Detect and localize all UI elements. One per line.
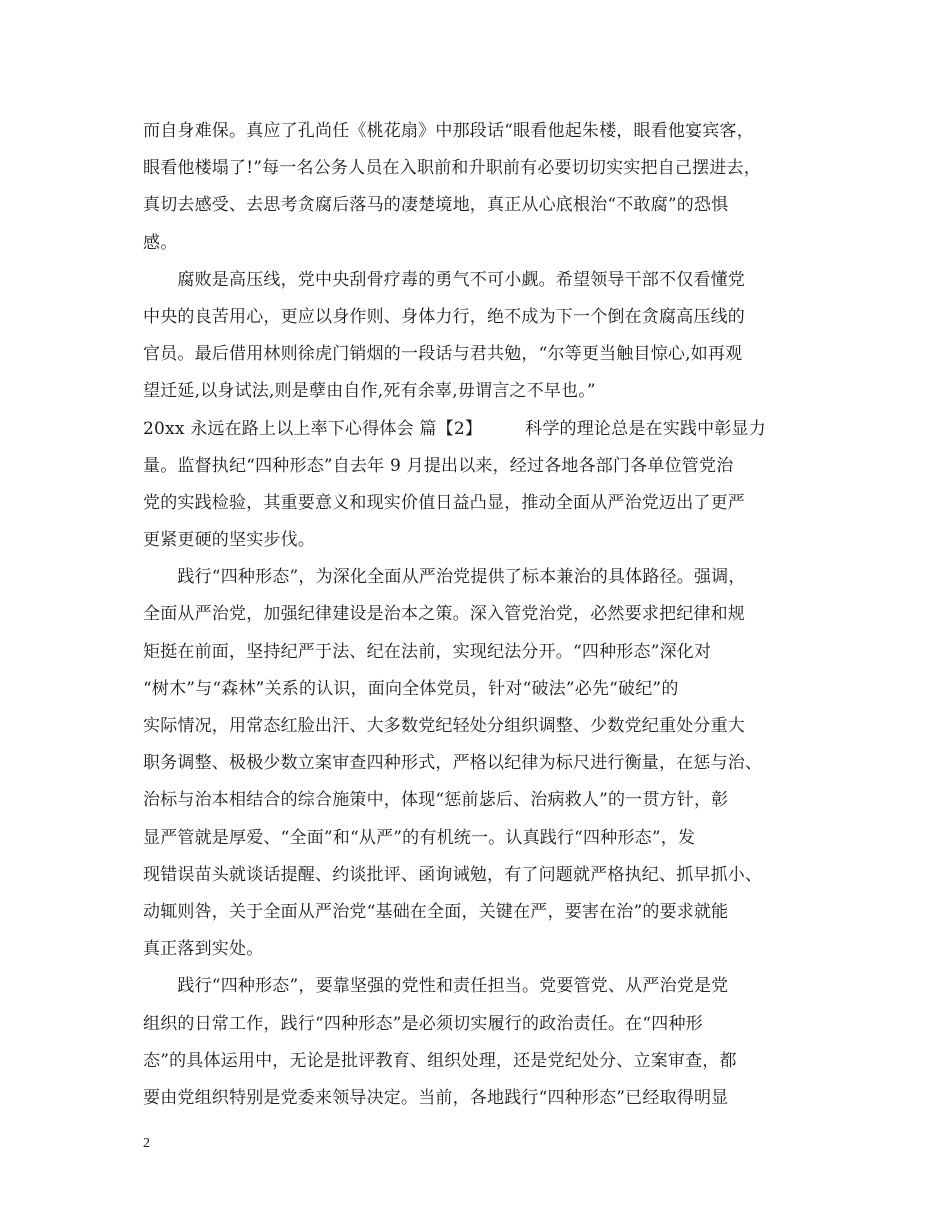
text-line: 实际情况，用常态红脸出汗、大多数党纪轻处分组织调整、少数党纪重处分重大 [143,716,745,736]
text-line: 更紧更硬的坚实步伐。 [143,530,315,551]
text-line: 现错误苗头就谈话提醒、约谈批评、函询诫勉，有了问题就严格执纪、抓早抓小、 [143,864,763,885]
text-line: 真切去感受、去思考贪腐后落马的凄楚境地，真正从心底根治“不敢腐”的恐惧 [143,195,729,216]
text-line: 全面从严治党，加强纪律建设是治本之策。深入管党治党，必然要求把纪律和规 [143,604,745,625]
text-line: 望迁延,以身试法,则是孽由自作,死有余辜,毋谓言之不早也。” [143,381,596,402]
text-line: 显严管就是厚爱、“全面”和“从严”的有机统一。认真践行“四种形态”，发 [143,827,696,848]
text-line: 眼看他楼塌了!”每一名公务人员在入职前和升职前有必要切切实实把自己摆进去， [143,158,761,179]
page-number: 2 [143,1136,150,1151]
text-line: 动辄则咎，关于全面从严治党“基础在全面，关键在严，要害在治”的要求就能 [143,901,729,922]
text-line: 组织的日常工作，践行“四种形态”是必须切实履行的政治责任。在“四种形 [143,1013,703,1034]
text-line: 治标与治本相结合的综合施策中，体现“惩前毖后、治病救人”的一贯方针，彰 [143,790,729,811]
text-line: 矩挺在前面，坚持纪严于法、纪在法前，实现纪法分开。“四种形态”深化对 [143,641,712,662]
text-line: 践行“四种形态”，为深化全面从严治党提供了标本兼治的具体路径。强调， [143,567,746,588]
text-line: 真正落到实处。 [143,939,264,960]
section-heading-line: 20xx 永远在路上以上率下心得体会 篇【2】 科学的理论总是在实践中彰显力 [143,418,766,439]
text-line: 中央的良苦用心，更应以身作则、身体力行，绝不成为下一个倒在贪腐高压线的 [143,306,745,327]
text-line: 态”的具体运用中，无论是批评教育、组织处理，还是党纪处分、立案审查，都 [143,1050,737,1071]
text-line: “树木”与“森林”关系的认识，面向全体党员，针对“破法”必先“破纪”的 [143,678,679,699]
body-text [143,113,813,1117]
text-line: 职务调整、极极少数立案审查四种形式，严格以纪律为标尺进行衡量，在惩与治、 [143,753,763,774]
text-line: 党的实践检验，其重要意义和现实价值日益凸显，推动全面从严治党迈出了更严 [143,492,745,513]
text-line: 要由党组织特别是党委来领导决定。当前，各地践行“四种形态”已经取得明显 [143,1087,729,1108]
text-line: 而自身难保。真应了孔尚任《桃花扇》中那段话“眼看他起朱楼，眼看他宴宾客， [143,121,754,141]
text-line: 腐败是高压线，党中央刮骨疗毒的勇气不可小觑。希望领导干部不仅看懂党 [143,269,745,290]
text-line: 感。 [143,232,178,253]
text-line: 践行“四种形态”，要靠坚强的党性和责任担当。党要管党、从严治党是党 [143,976,729,997]
text-line: 量。监督执纪“四种形态”自去年 9 月提出以来，经过各地各部门各单位管党治 [143,455,734,476]
text-line: 官员。最后借用林则徐虎门销烟的一段话与君共勉，“尔等更当触目惊心,如再观 [143,344,743,365]
